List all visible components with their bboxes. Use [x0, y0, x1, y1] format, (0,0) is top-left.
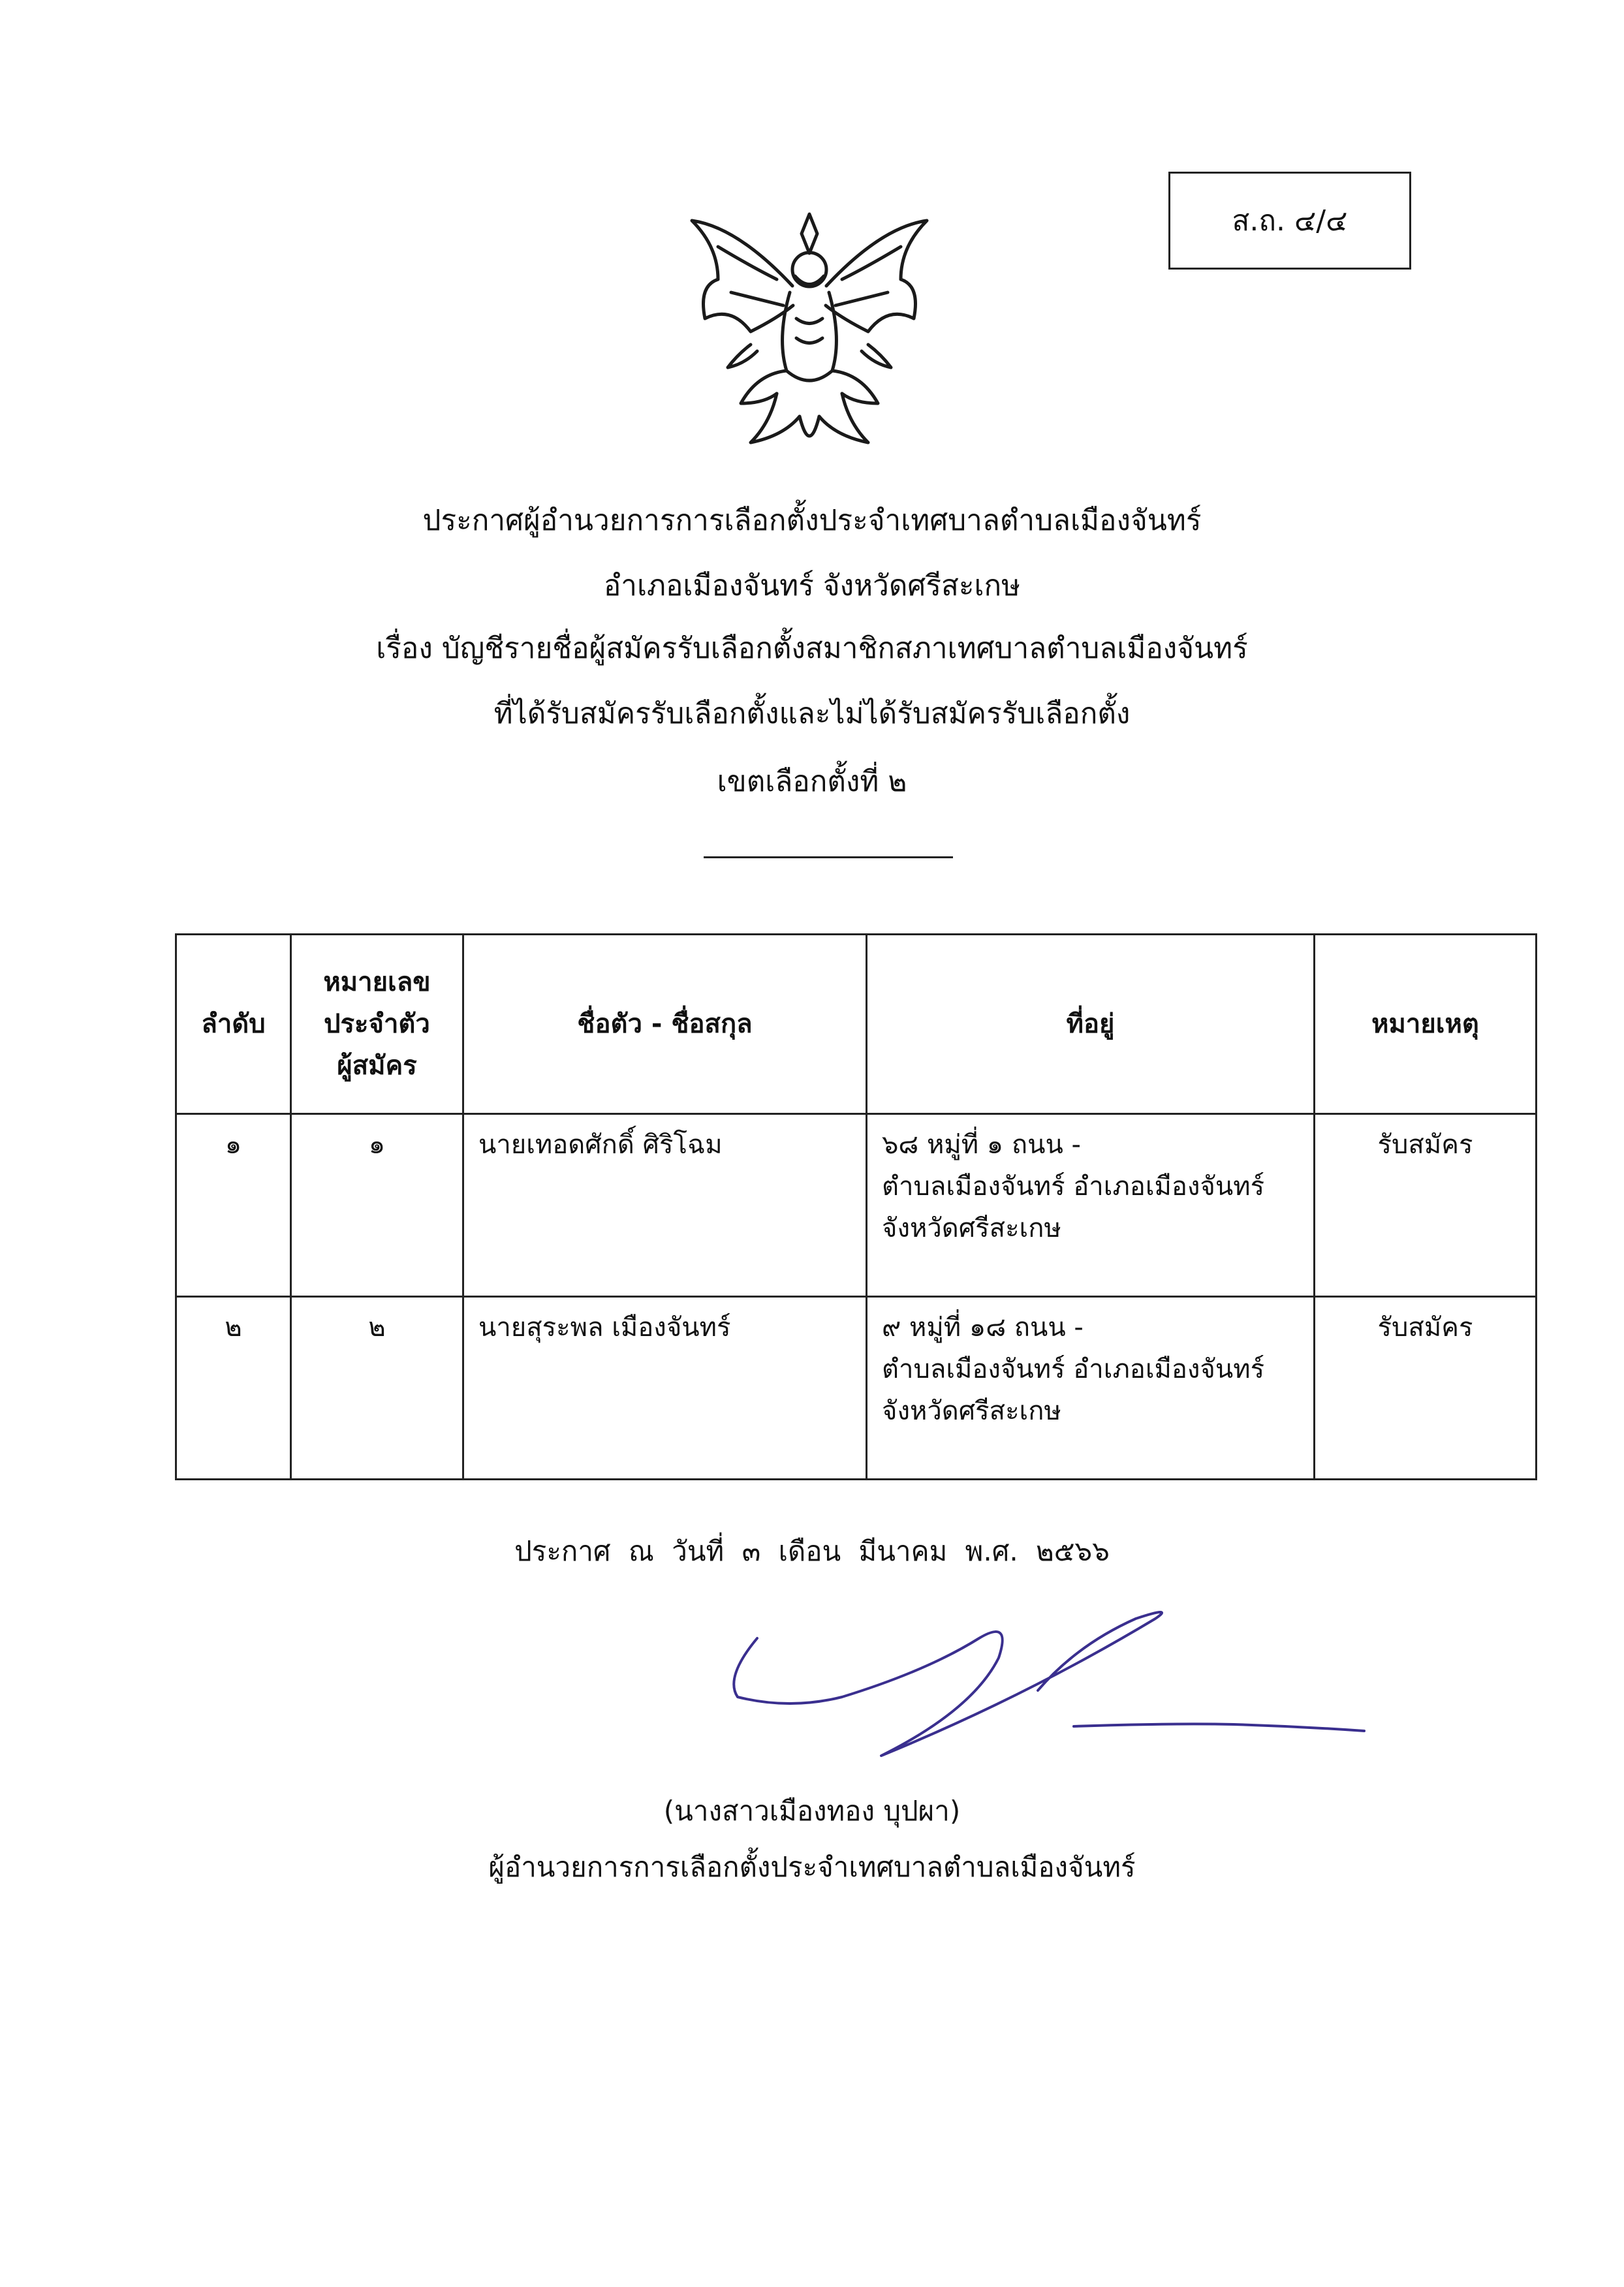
row-remark: รับสมัคร	[1315, 1297, 1537, 1480]
row-candidate-name: นายสุระพล เมืองจันทร์	[463, 1297, 867, 1480]
header-candidate-number	[291, 935, 463, 1114]
divider-line	[704, 856, 953, 858]
table-row	[176, 1114, 1537, 1297]
header-id-line3: ผู้สมัคร	[337, 1051, 417, 1081]
table-row	[176, 1297, 1537, 1480]
row-candidate-number: ๒	[291, 1297, 463, 1480]
signer-title: ผู้อำนวยการการเลือกตั้งประจำเทศบาลตำบลเมืองจันทร์	[488, 1851, 1136, 1883]
announcement-subject: เรื่อง บัญชีรายชื่อผู้สมัครรับเลือกตั้งสมาชิกสภาเทศบาลตำบลเมืองจันทร์	[376, 632, 1248, 665]
signer-name: (นางสาวเมืองทอง บุปผา)	[663, 1795, 961, 1827]
announcement-subject-cont: ที่ได้รับสมัครรับเลือกตั้งและไม่ได้รับสมัครรับเลือกตั้ง	[493, 697, 1131, 730]
row-address-line1: ๖๘ หมู่ที่ ๑ ถนน -	[882, 1130, 1081, 1160]
row-address-line1: ๙ หมู่ที่ ๑๘ ถนน -	[882, 1313, 1084, 1343]
row-candidate-number: ๑	[291, 1114, 463, 1297]
header-name: ชื่อตัว - ชื่อสกุล	[463, 935, 867, 1114]
header-remark: หมายเหตุ	[1315, 935, 1537, 1114]
signature-icon	[711, 1579, 1384, 1775]
header-address: ที่อยู่	[867, 935, 1315, 1114]
row-address-line2: ตำบลเมืองจันทร์ อำเภอเมืองจันทร์	[882, 1172, 1265, 1202]
header-id-line1: หมายเลข	[323, 967, 431, 997]
header-id-line2: ประจำตัว	[324, 1009, 430, 1039]
candidate-table	[175, 933, 1537, 1480]
header-order: ลำดับ	[176, 935, 291, 1114]
row-address	[867, 1114, 1315, 1297]
announcement-district: อำเภอเมืองจันทร์ จังหวัดศรีสะเกษ	[603, 569, 1021, 602]
row-address	[867, 1297, 1315, 1480]
row-remark: รับสมัคร	[1315, 1114, 1537, 1297]
announcement-title: ประกาศผู้อำนวยการการเลือกตั้งประจำเทศบาลตำบลเมืองจันทร์	[422, 504, 1202, 537]
election-zone: เขตเลือกตั้งที่ ๒	[717, 765, 907, 798]
row-address-line3: จังหวัดศรีสะเกษ	[882, 1396, 1061, 1426]
row-candidate-name: นายเทอดศักดิ์ ศิริโฉม	[463, 1114, 867, 1297]
garuda-emblem-icon	[679, 208, 940, 462]
row-order: ๑	[176, 1114, 291, 1297]
row-address-line2: ตำบลเมืองจันทร์ อำเภอเมืองจันทร์	[882, 1354, 1265, 1384]
form-code: ส.ถ. ๔/๔	[1232, 204, 1348, 238]
table-header-row	[176, 935, 1537, 1114]
row-address-line3: จังหวัดศรีสะเกษ	[882, 1213, 1061, 1243]
row-order: ๒	[176, 1297, 291, 1480]
announcement-date: ประกาศ ณ วันที่ ๓ เดือน มีนาคม พ.ศ. ๒๕๖๖	[514, 1535, 1110, 1567]
form-code-box	[1168, 172, 1411, 270]
